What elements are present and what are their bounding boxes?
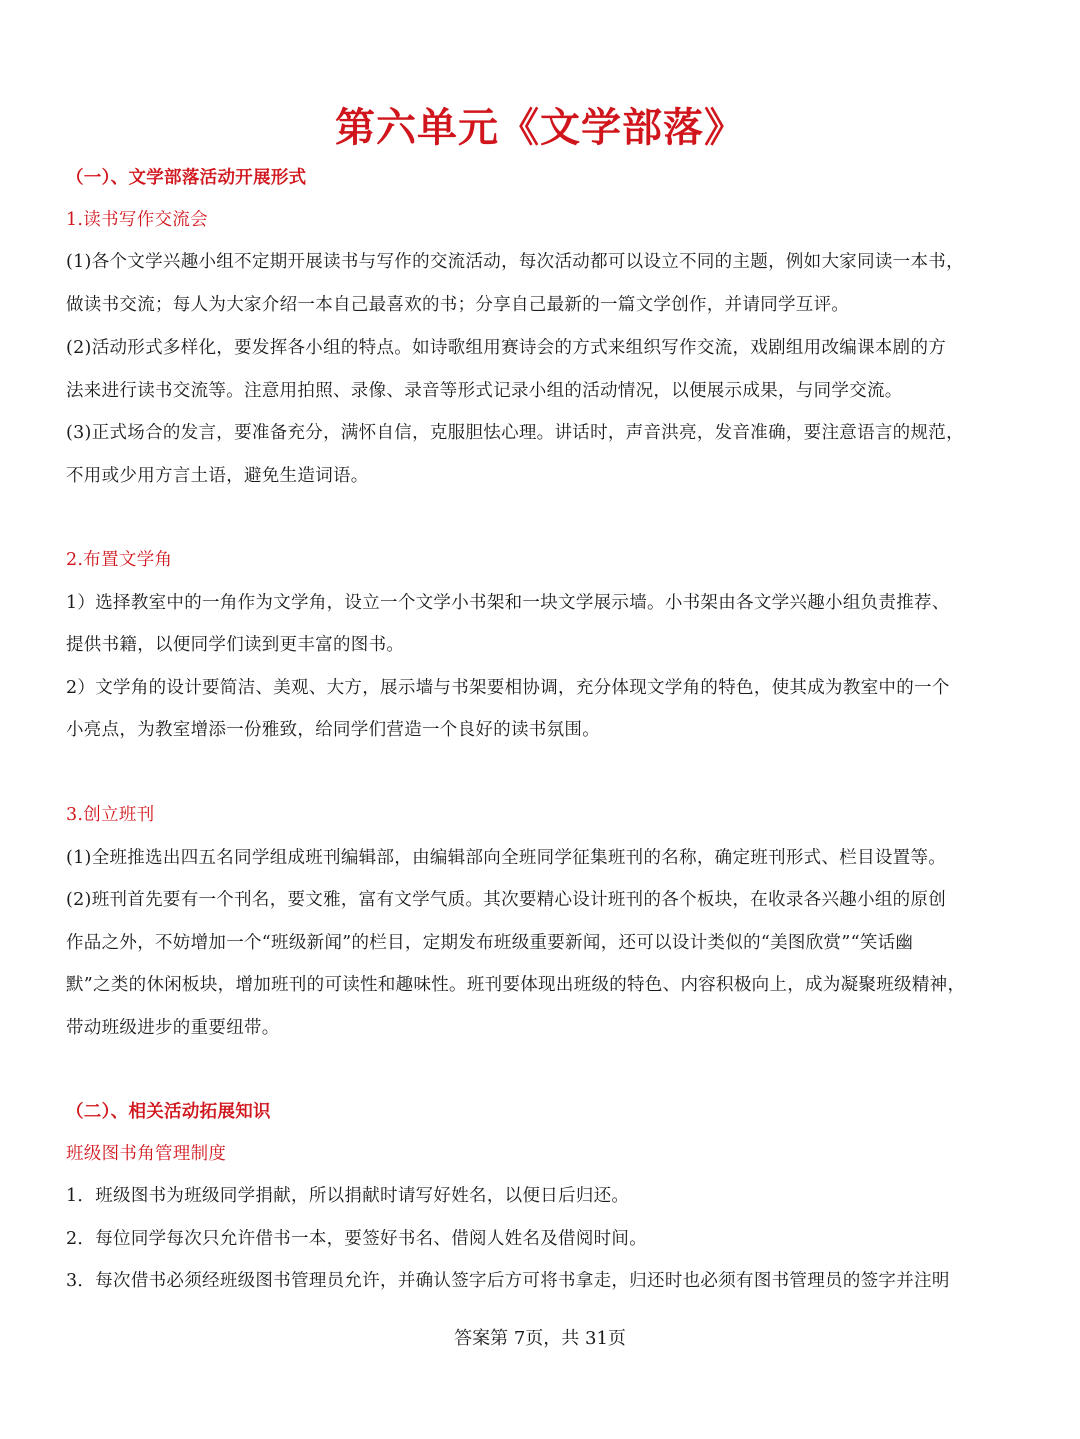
paragraph-line: (2)班刊首先要有一个刊名，要文雅，富有文学气质。其次要精心设计班刊的各个板块，在收录各兴趣小组的原创 [66,890,947,910]
paragraph-line: 法来进行读书交流等。注意用拍照、录像、录音等形式记录小组的活动情况，以便展示成果，与同学交流。 [66,381,903,401]
list-item: 2．每位同学每次只允许借书一本，要签好书名、借阅人姓名及借阅时间。 [66,1229,648,1249]
subheading-reading-writing: 1.读书写作交流会 [66,210,208,230]
paragraph-line: 提供书籍，以便同学们读到更丰富的图书。 [66,635,405,655]
subheading-book-corner-rules: 班级图书角管理制度 [66,1144,227,1164]
list-item: 3．每次借书必须经班级图书管理员允许，并确认签字后方可将书拿走，归还时也必须有图书管理员的签字并注明 [66,1271,950,1291]
paragraph-line: 默”之类的休闲板块，增加班刊的可读性和趣味性。班刊要体现出班级的特色、内容积极向上，成为凝聚班级精神， [66,975,966,995]
paragraph-line: 作品之外，不妨增加一个“班级新闻”的栏目，定期发布班级重要新闻，还可以设计类似的“美图欣赏”“笑话幽 [66,933,914,953]
paragraph-line: 1）选择教室中的一角作为文学角，设立一个文学小书架和一块文学展示墙。小书架由各文学兴趣小组负责推荐、 [66,593,950,613]
paragraph-line: (3)正式场合的发言，要准备充分，满怀自信，克服胆怯心理。讲话时，声音洪亮，发音准确，要注意语言的规范， [66,423,964,443]
paragraph-line: 不用或少用方言土语，避免生造词语。 [66,466,369,486]
paragraph-line: (2)活动形式多样化，要发挥各小组的特点。如诗歌组用赛诗会的方式来组织写作交流，戏剧组用改编课本剧的方 [66,338,947,358]
paragraph-line: (1)各个文学兴趣小组不定期开展读书与写作的交流活动，每次活动都可以设立不同的主题，例如大家同读一本书， [66,252,964,272]
paragraph-line: (1)全班推选出四五名同学组成班刊编辑部，由编辑部向全班同学征集班刊的名称，确定班刊形式、栏目设置等。 [66,848,947,868]
subheading-class-journal: 3.创立班刊 [66,805,155,825]
paragraph-line: 带动班级进步的重要纽带。 [66,1018,280,1038]
paragraph-line: 做读书交流；每人为大家介绍一本自己最喜欢的书；分享自己最新的一篇文学创作，并请同学互评。 [66,295,850,315]
section-heading-2: （二）、相关活动拓展知识 [66,1102,271,1122]
page-footer: 答案第 7页，共 31页 [454,1328,626,1349]
paragraph-line: 2）文学角的设计要简洁、美观、大方，展示墙与书架要相协调，充分体现文学角的特色，使其成为教室中的一个 [66,678,950,698]
list-item: 1．班级图书为班级同学捐献，所以捐献时请写好姓名，以便日后归还。 [66,1186,630,1206]
paragraph-line: 小亮点，为教室增添一份雅致，给同学们营造一个良好的读书氛围。 [66,720,600,740]
section-heading-1: （一）、文学部落活动开展形式 [66,168,307,188]
page-title: 第六单元《文学部落》 [335,104,745,151]
subheading-literature-corner: 2.布置文学角 [66,550,173,570]
